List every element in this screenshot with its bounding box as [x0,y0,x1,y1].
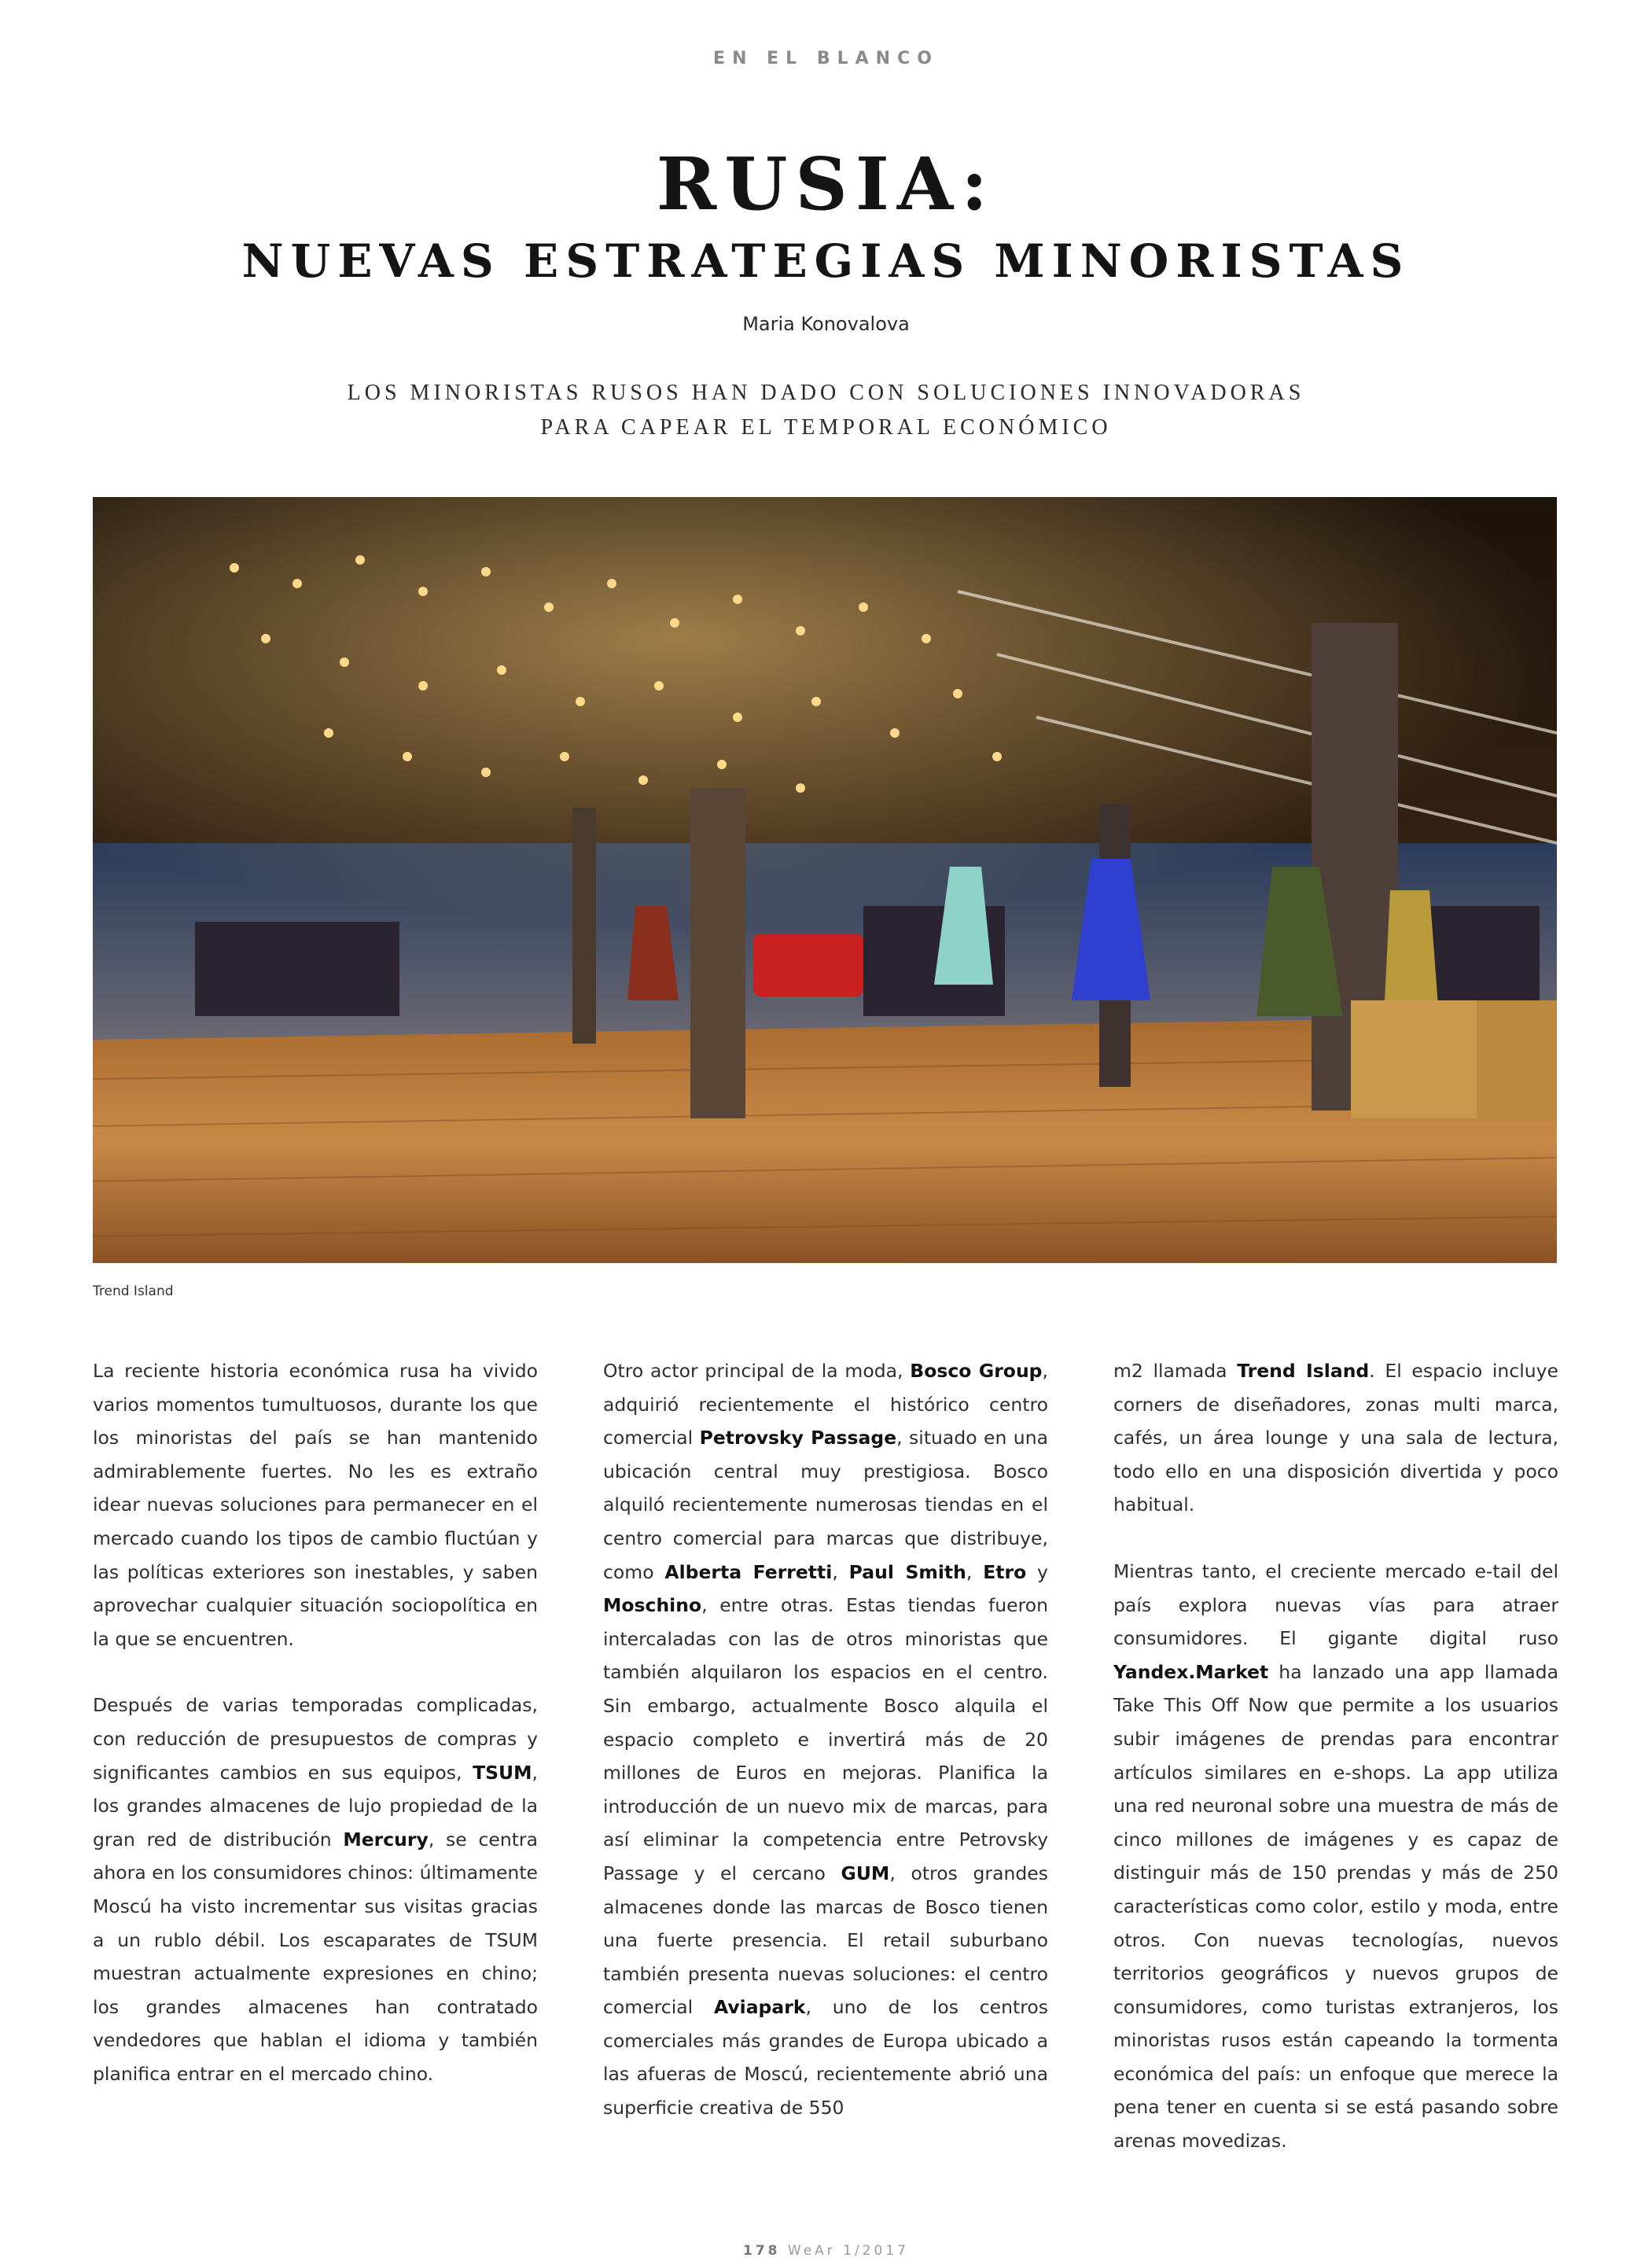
standfirst-line-1: LOS MINORISTAS RUSOS HAN DADO CON SOLUCIONES INNOVADORAS [347,381,1305,405]
text-run: , entre otras. Estas tiendas fueron intercaladas con las de otros minoristas que también alquilaron los espacios en el centro. Sin embargo, actualmente Bosco alquila el espacio completo e invertirá más de 20 millones de Euros en mejoras. Planifica la introducción de un nuevo mix de marcas, para así eliminar la competencia entre Petrovsky Passage y el cercano [603,1594,1048,1884]
standfirst-line-2: PARA CAPEAR EL TEMPORAL ECONÓMICO [540,415,1112,440]
article-title: RUSIA: [656,142,996,226]
store-interior-photo [93,497,1557,1263]
text-column-1 [93,1354,538,2123]
text-run: , se centra ahora en los consumidores chinos: últimamente Moscú ha visto incrementar sus visitas gracias a un rublo débil. Los escaparates de TSUM muestran actualmente expresiones en chino; los grandes almacenes han contratado vendedores que hablan el idioma y también planifica entrar en el mercado chino. [93,1828,538,2085]
bold-name: Petrovsky Passage [699,1427,897,1449]
text-run: , uno de los centros comerciales más grandes de Europa ubicado a las afueras de Moscú, recientemente abrió una superficie creativa de 550 [603,1996,1048,2120]
bold-name: Aviapark [713,1996,806,2019]
bold-name: Paul Smith [848,1560,966,1583]
text-column-3 [1113,1354,1558,2191]
text-run: , otros grandes almacenes donde las marcas de Bosco tienen una fuerte presencia. El retail suburbano también presenta nuevas soluciones: el centro comercial [603,1862,1049,2019]
text-column-2 [603,1354,1048,2158]
text-run: Mientras tanto, el creciente mercado e-tail del país explora nuevas vías para atraer consumidores. El gigante digital ruso [1113,1560,1558,1650]
body-paragraph [1113,1354,1558,1522]
text-run: , adquirió recientemente el histórico centro comercial [603,1360,1048,1449]
bold-name: Trend Island [1237,1360,1370,1382]
text-run: . El espacio incluye corners de diseñadores, zonas multi marca, cafés, un área lounge y una sala de lectura, todo ello en una disposición divertida y poco habitual. [1113,1360,1558,1516]
bold-name: Alberta Ferretti [664,1560,833,1583]
section-label: EN EL BLANCO [713,49,939,68]
bold-name: Bosco Group [910,1360,1043,1382]
text-run: , los grandes almacenes de lujo propiedad de la gran red de distribución [93,1761,538,1851]
text-run: y [1026,1560,1048,1583]
bold-name: Moschino [603,1594,702,1617]
body-paragraph [93,1354,538,1655]
body-paragraph [1113,1555,1558,2158]
publication-issue: WeAr 1/2017 [787,2243,909,2259]
bold-name: Mercury [343,1828,429,1851]
text-run: Otro actor principal de la moda, [603,1360,911,1382]
text-run: ha lanzado una app llamada Take This Off Now que permite a los usuarios subir imágenes de prendas para encontrar artículos similares en e-shops. La app utiliza una red neuronal sobre una muestra de más de cinco millones de imágenes y es capaz de distinguir más de 150 prendas y más de 250 características como color, estilo y moda, entre otros. Con nuevas tecnologías, nuevos territorios geográficos y nuevos grupos de consumidores, como turistas extranjeros, los minoristas rusos están capeando la tormenta económica del país: un enfoque que merece la pena tener en cuenta si se está pasando sobre arenas movedizas. [1113,1660,1558,2153]
text-run: , situado en una ubicación central muy prestigiosa. Bosco alquiló recientemente numerosas tiendas en el centro comercial para marcas que distribuye, como [603,1427,1048,1583]
bold-name: Etro [983,1560,1027,1583]
page-number: 178 [742,2243,781,2259]
body-paragraph [603,1354,1048,2125]
bold-name: TSUM [473,1761,532,1784]
body-paragraph [93,1689,538,2090]
bold-name: GUM [841,1862,890,1884]
text-run: Después de varias temporadas complicadas, con reducción de presupuestos de compras y significantes cambios en sus equipos, [93,1694,538,1784]
text-run: , [832,1560,849,1583]
text-run: La reciente historia económica rusa ha vivido varios momentos tumultuosos, durante los que los minoristas del país se han mantenido admirablemente fuertes. No les es extraño idear nuevas soluciones para permanecer en el mercado cuando los tipos de cambio fluctúan y las políticas exteriores son inestables, y saben aprovechar cualquier situación sociopolítica en la que se encuentren. [93,1360,538,1650]
author-byline: Maria Konovalova [742,313,910,335]
text-run: , [966,1560,984,1583]
standfirst [0,376,1652,445]
text-run: m2 llamada [1113,1360,1238,1382]
bold-name: Yandex.Market [1113,1660,1269,1683]
page-footer [0,2243,1652,2259]
article-subtitle: NUEVAS ESTRATEGIAS MINORISTAS [241,234,1411,288]
photo-caption: Trend Island [93,1284,174,1299]
